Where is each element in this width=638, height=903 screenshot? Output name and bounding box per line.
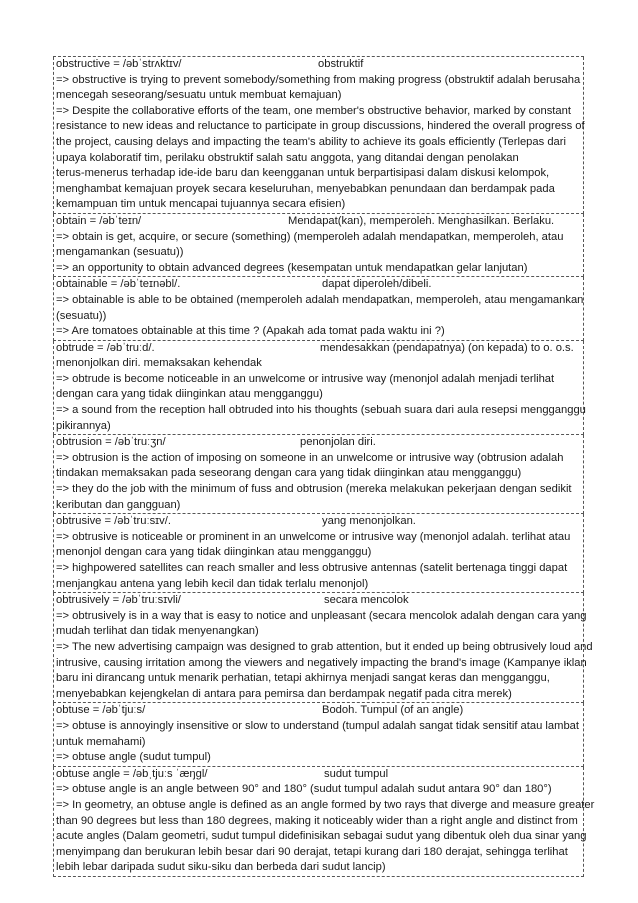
- translation: secara mencolok: [324, 594, 409, 607]
- example-line: menghambat kemajuan proyek secara keseluruhan, menyebabkan penundaan dan berdampak pada: [56, 182, 555, 195]
- headword: obtrusive = /əbˈtruːsɪv/.: [56, 515, 171, 528]
- translation-continued: menonjolkan diri. memaksakan kehendak: [56, 357, 262, 370]
- definition-line: => obtainable is able to be obtained (memperoleh adalah mendapatkan, memperoleh, atau mengamankan: [56, 293, 584, 306]
- headword: obtain = /əbˈteɪn/: [56, 214, 142, 227]
- example-line: terus-menerus terhadap ide-ide baru dan keengganan untuk berpartisipasi dalam diskusi kelompok,: [56, 167, 550, 180]
- definition-line: => obtrusively is in a way that is easy to notice and unpleasant (secara mencolok adalah dengan cara yang: [56, 609, 587, 622]
- headword: obtuse angle = /əbˌtjuːs ˈæŋɡl/: [56, 767, 208, 780]
- definition-line: => obtuse angle is an angle between 90° and 180° (sudut tumpul adalah sudut antara 90° dan 180°): [56, 783, 552, 796]
- example-line: baru ini dirancang untuk menarik perhatian, tetapi akhirnya menjadi sangat keras dan mengganggu,: [56, 672, 550, 685]
- translation: mendesakkan (pendapatnya) (on kepada) to o. o.s.: [320, 341, 574, 354]
- definition-line: mencegah seseorang/sesuatu untuk membuat kemajuan): [56, 89, 342, 102]
- example-line: acute angles (Dalam geometri, sudut tumpul didefinisikan sebagai sudut yang dibentuk oleh dua sinar yang: [56, 830, 587, 843]
- headword: obtuse = /əbˈtjuːs/: [56, 704, 146, 717]
- entry-obtuse: [53, 703, 584, 766]
- example-line: => an opportunity to obtain advanced degrees (kesempatan untuk mendapatkan gelar lanjutan): [56, 261, 528, 274]
- example-line: keributan dan gangguan): [56, 498, 181, 511]
- entry-obstructive: [53, 57, 584, 214]
- headword: obtrusion = /əbˈtruːʒn/: [56, 436, 166, 449]
- definition-line: (sesuatu)): [56, 309, 107, 322]
- example-line: resistance to new ideas and reluctance to participate in group discussions, hindered the overall progress of: [56, 120, 585, 133]
- definition-line: => obtuse is annoyingly insensitive or slow to understand (tumpul adalah sangat tidak sensitif atau lambat: [56, 719, 580, 732]
- definition-line: menonjol dengan cara yang tidak diinginkan atau mengganggu): [56, 546, 372, 559]
- example-line: => In geometry, an obtuse angle is defined as an angle formed by two rays that diverge and measure greater: [56, 798, 595, 811]
- example-line: pikirannya): [56, 419, 111, 432]
- example-line: the project, causing delays and impacting the team's ability to achieve its goals efficiently (Terlepas dari: [56, 135, 566, 148]
- definition-line: dengan cara yang tidak diinginkan atau mengganggu): [56, 388, 323, 401]
- example-line: menyebabkan kejengkelan di antara para pemirsa dan berdampak negatif pada citra merek): [56, 687, 512, 700]
- example-line: kemampuan tim untuk mencapai tujuannya secara efisien): [56, 198, 346, 211]
- definition-line: tindakan memaksakan pada seseorang dengan cara yang tidak diinginkan atau mengganggu): [56, 467, 522, 480]
- translation: penonjolan diri.: [300, 436, 376, 449]
- definition-line: mudah terlihat dan tidak menyenangkan): [56, 625, 259, 638]
- entry-obtain: [53, 214, 584, 277]
- definition-line: => obtrusion is the action of imposing on someone in an unwelcome or intrusive way (obtrusion adalah: [56, 451, 564, 464]
- vocabulary-table: [53, 56, 595, 877]
- example-line: => obtuse angle (sudut tumpul): [56, 751, 211, 764]
- translation: dapat diperoleh/dibeli.: [322, 278, 432, 291]
- translation: obstruktif: [318, 58, 364, 70]
- definition-line: => obtrusive is noticeable or prominent in an unwelcome or intrusive way (menonjol adalah. terlihat atau: [56, 530, 571, 543]
- headword: obtainable = /əbˈteɪnəbl/.: [56, 278, 181, 291]
- headword: obtrude = /əbˈtruːd/.: [56, 341, 155, 354]
- translation: Mendapat(kan), memperoleh. Menghasilkan. Berlaku.: [288, 214, 555, 227]
- translation: yang menonjolkan.: [322, 515, 416, 528]
- definition-line: => obtain is get, acquire, or secure (something) (memperoleh adalah mendapatkan, memperoleh, atau: [56, 230, 564, 243]
- example-line: lebih lebar daripada sudut siku-siku dan berbeda dari sudut lancip): [56, 861, 386, 874]
- entry-obtrusive: [53, 514, 584, 593]
- translation: Bodoh. Tumpul (of an angle): [322, 704, 464, 717]
- example-line: than 90 degrees but less than 180 degrees, making it noticeably wider than a right angle and distinct from: [56, 814, 578, 827]
- definition-line: mengamankan (sesuatu)): [56, 246, 184, 259]
- definition-line: untuk memahami): [56, 735, 146, 748]
- translation: sudut tumpul: [324, 767, 389, 780]
- definition-line: => obtrude is become noticeable in an unwelcome or intrusive way (menonjol adalah menjadi terlihat: [56, 372, 555, 385]
- entry-obtrusively: [53, 593, 593, 703]
- entry-obtrusion: [53, 435, 584, 514]
- example-line: => Despite the collaborative efforts of the team, one member's obstructive behavior, marked by constant: [56, 104, 571, 117]
- example-line: => highpowered satellites can reach smaller and less obtrusive antennas (satelit bertenaga tinggi dapat: [56, 562, 568, 574]
- headword: obstructive = /əbˈstrʌktɪv/: [56, 58, 182, 70]
- example-line: intrusive, causing irritation among the viewers and negatively impacting the brand's image (Kampanye iklan: [56, 656, 587, 669]
- headword: obtrusively = /əbˈtruːsɪvli/: [56, 594, 181, 607]
- example-line: => a sound from the reception hall obtruded into his thoughts (sebuah suara dari aula resepsi mengganggu: [56, 404, 586, 417]
- example-line: menyimpang dan berukuran lebih besar dari 90 derajat, tetapi kurang dari 180 derajat, sehingga terlihat: [56, 845, 568, 858]
- entry-obtrude: [53, 341, 584, 436]
- entry-obtuse-angle: [53, 767, 595, 877]
- example-line: => Are tomatoes obtainable at this time ? (Apakah ada tomat pada waktu ini ?): [56, 325, 445, 338]
- entry-obtainable: [53, 277, 584, 340]
- example-line: => they do the job with the minimum of fuss and obtrusion (mereka melakukan pekerjaan dengan sedikit: [56, 483, 572, 496]
- definition-line: => obstructive is trying to prevent somebody/something from making progress (obstruktif adalah berusaha: [56, 73, 581, 86]
- example-line: upaya kolaboratif tim, perilaku obstruktif salah satu anggota, yang ditandai dengan penolakan: [56, 151, 519, 164]
- example-line: => The new advertising campaign was designed to grab attention, but it ended up being obtrusively loud and: [56, 640, 593, 653]
- example-line: menjangkau antena yang lebih kecil dan tidak terlalu menonjol): [56, 577, 369, 590]
